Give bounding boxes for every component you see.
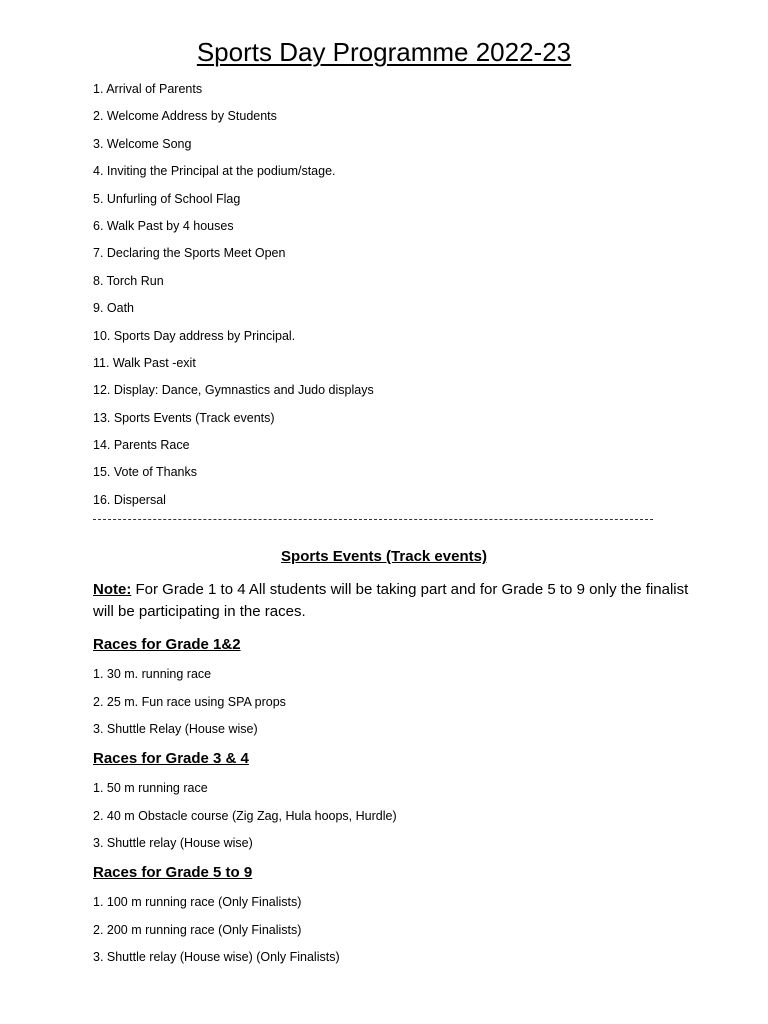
race-item: 2. 40 m Obstacle course (Zig Zag, Hula hoops, Hurdle) xyxy=(93,808,397,823)
programme-item: 10. Sports Day address by Principal. xyxy=(93,328,296,343)
race-item: 1. 30 m. running race xyxy=(93,667,212,681)
programme-item: 2. Welcome Address by Students xyxy=(93,109,277,124)
race-item: 1. 100 m running race (Only Finalists) xyxy=(93,895,302,909)
grade-3-4-heading: Races for Grade 3 & 4 xyxy=(93,750,249,767)
programme-list xyxy=(93,79,374,517)
programme-item: 9. Oath xyxy=(93,301,134,316)
grade-5-9-races xyxy=(93,892,340,975)
programme-item: 5. Unfurling of School Flag xyxy=(93,191,241,206)
sports-events-title: Sports Events (Track events) xyxy=(281,548,487,565)
note-paragraph xyxy=(93,579,693,623)
race-item: 2. 25 m. Fun race using SPA props xyxy=(93,694,286,709)
page-title: Sports Day Programme 2022-23 xyxy=(196,37,572,67)
race-item: 3. Shuttle relay (House wise) (Only Finalists) xyxy=(93,950,340,964)
programme-item: 14. Parents Race xyxy=(93,438,190,453)
programme-item: 1. Arrival of Parents xyxy=(93,82,203,96)
programme-item: 6. Walk Past by 4 houses xyxy=(93,218,234,233)
race-item: 3. Shuttle Relay (House wise) xyxy=(93,722,258,736)
grade-1-2-races xyxy=(93,664,286,747)
programme-item: 15. Vote of Thanks xyxy=(93,465,198,480)
programme-item: 7. Declaring the Sports Meet Open xyxy=(93,246,286,261)
programme-item: 12. Display: Dance, Gymnastics and Judo displays xyxy=(93,383,374,398)
grade-1-2-heading: Races for Grade 1&2 xyxy=(93,636,241,653)
race-item: 3. Shuttle relay (House wise) xyxy=(93,836,253,850)
section-divider xyxy=(93,519,653,520)
grade-3-4-races xyxy=(93,778,397,861)
programme-item: 8. Torch Run xyxy=(93,273,164,288)
race-item: 1. 50 m running race xyxy=(93,781,208,795)
note-label: Note: xyxy=(93,581,132,598)
programme-item: 4. Inviting the Principal at the podium/stage. xyxy=(93,164,336,179)
programme-item: 11. Walk Past -exit xyxy=(93,355,196,370)
race-item: 2. 200 m running race (Only Finalists) xyxy=(93,922,302,937)
note-text: For Grade 1 to 4 All students will be taking part and for Grade 5 to 9 only the finalist will be participating in the races. xyxy=(93,581,689,620)
programme-item: 13. Sports Events (Track events) xyxy=(93,410,275,425)
programme-item: 16. Dispersal xyxy=(93,492,166,507)
grade-5-9-heading: Races for Grade 5 to 9 xyxy=(93,864,253,881)
programme-item: 3. Welcome Song xyxy=(93,136,192,151)
